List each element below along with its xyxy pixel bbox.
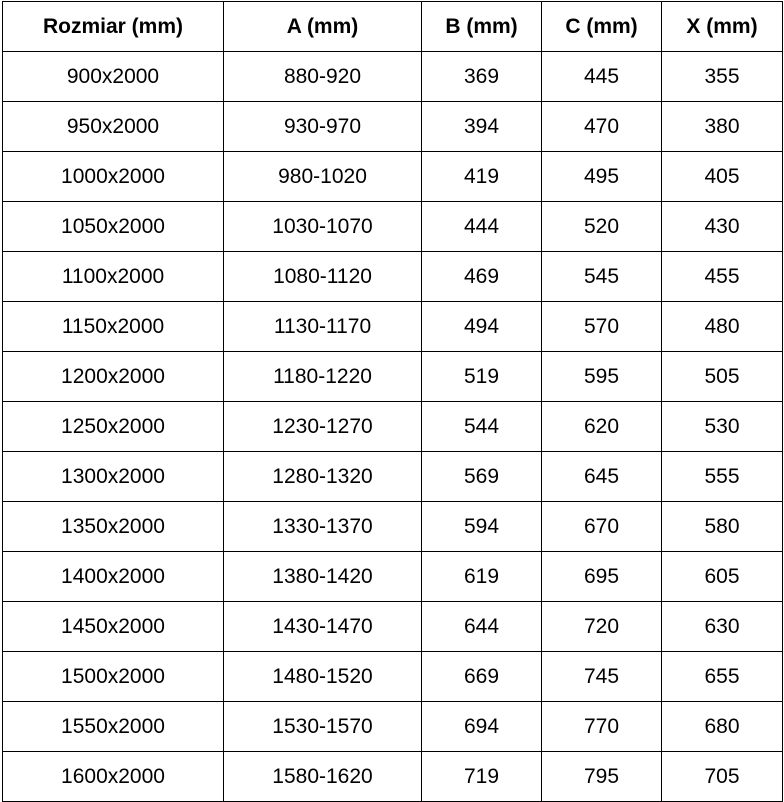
cell-rozmiar: 1300x2000 — [3, 452, 224, 502]
cell-rozmiar: 900x2000 — [3, 52, 224, 102]
cell-a: 930-970 — [224, 102, 422, 152]
cell-c: 570 — [542, 302, 662, 352]
cell-a: 1380-1420 — [224, 552, 422, 602]
cell-b: 394 — [422, 102, 542, 152]
header-x: X (mm) — [662, 2, 783, 52]
table-row — [3, 702, 783, 752]
cell-c: 620 — [542, 402, 662, 452]
cell-x: 555 — [662, 452, 783, 502]
cell-a: 1580-1620 — [224, 752, 422, 802]
table-row — [3, 502, 783, 552]
cell-c: 770 — [542, 702, 662, 752]
cell-c: 595 — [542, 352, 662, 402]
cell-b: 494 — [422, 302, 542, 352]
cell-a: 1280-1320 — [224, 452, 422, 502]
cell-b: 369 — [422, 52, 542, 102]
table-row — [3, 752, 783, 802]
cell-a: 1180-1220 — [224, 352, 422, 402]
cell-x: 530 — [662, 402, 783, 452]
cell-c: 670 — [542, 502, 662, 552]
cell-b: 719 — [422, 752, 542, 802]
cell-c: 720 — [542, 602, 662, 652]
cell-rozmiar: 1600x2000 — [3, 752, 224, 802]
cell-b: 444 — [422, 202, 542, 252]
cell-rozmiar: 1550x2000 — [3, 702, 224, 752]
cell-c: 795 — [542, 752, 662, 802]
cell-x: 430 — [662, 202, 783, 252]
table-body — [3, 52, 783, 802]
cell-b: 569 — [422, 452, 542, 502]
cell-b: 619 — [422, 552, 542, 602]
cell-a: 880-920 — [224, 52, 422, 102]
header-rozmiar: Rozmiar (mm) — [3, 2, 224, 52]
cell-a: 980-1020 — [224, 152, 422, 202]
cell-b: 544 — [422, 402, 542, 452]
cell-rozmiar: 1500x2000 — [3, 652, 224, 702]
cell-x: 380 — [662, 102, 783, 152]
cell-a: 1030-1070 — [224, 202, 422, 252]
cell-x: 480 — [662, 302, 783, 352]
cell-a: 1230-1270 — [224, 402, 422, 452]
cell-rozmiar: 950x2000 — [3, 102, 224, 152]
table-row — [3, 552, 783, 602]
cell-a: 1130-1170 — [224, 302, 422, 352]
cell-x: 405 — [662, 152, 783, 202]
table-row — [3, 252, 783, 302]
header-a: A (mm) — [224, 2, 422, 52]
cell-x: 630 — [662, 602, 783, 652]
cell-rozmiar: 1100x2000 — [3, 252, 224, 302]
table-row — [3, 602, 783, 652]
cell-rozmiar: 1350x2000 — [3, 502, 224, 552]
header-c: C (mm) — [542, 2, 662, 52]
cell-a: 1430-1470 — [224, 602, 422, 652]
cell-c: 645 — [542, 452, 662, 502]
cell-b: 669 — [422, 652, 542, 702]
cell-b: 419 — [422, 152, 542, 202]
cell-c: 470 — [542, 102, 662, 152]
cell-c: 545 — [542, 252, 662, 302]
header-row — [3, 2, 783, 52]
cell-a: 1080-1120 — [224, 252, 422, 302]
cell-rozmiar: 1400x2000 — [3, 552, 224, 602]
cell-a: 1480-1520 — [224, 652, 422, 702]
cell-rozmiar: 1150x2000 — [3, 302, 224, 352]
cell-b: 694 — [422, 702, 542, 752]
cell-x: 705 — [662, 752, 783, 802]
cell-rozmiar: 1200x2000 — [3, 352, 224, 402]
table-row — [3, 402, 783, 452]
table-row — [3, 352, 783, 402]
cell-b: 519 — [422, 352, 542, 402]
cell-rozmiar: 1050x2000 — [3, 202, 224, 252]
cell-x: 505 — [662, 352, 783, 402]
cell-x: 580 — [662, 502, 783, 552]
table-row — [3, 102, 783, 152]
table-row — [3, 152, 783, 202]
table-row — [3, 202, 783, 252]
cell-x: 455 — [662, 252, 783, 302]
table-row — [3, 302, 783, 352]
cell-x: 680 — [662, 702, 783, 752]
cell-rozmiar: 1000x2000 — [3, 152, 224, 202]
cell-x: 355 — [662, 52, 783, 102]
table-row — [3, 52, 783, 102]
table-header — [3, 2, 783, 52]
cell-c: 695 — [542, 552, 662, 602]
cell-c: 445 — [542, 52, 662, 102]
cell-a: 1330-1370 — [224, 502, 422, 552]
table-row — [3, 652, 783, 702]
cell-b: 644 — [422, 602, 542, 652]
cell-b: 469 — [422, 252, 542, 302]
cell-c: 495 — [542, 152, 662, 202]
cell-x: 655 — [662, 652, 783, 702]
cell-b: 594 — [422, 502, 542, 552]
cell-rozmiar: 1450x2000 — [3, 602, 224, 652]
cell-rozmiar: 1250x2000 — [3, 402, 224, 452]
cell-a: 1530-1570 — [224, 702, 422, 752]
cell-c: 520 — [542, 202, 662, 252]
table-row — [3, 452, 783, 502]
cell-c: 745 — [542, 652, 662, 702]
cell-x: 605 — [662, 552, 783, 602]
header-b: B (mm) — [422, 2, 542, 52]
size-table — [2, 1, 783, 802]
